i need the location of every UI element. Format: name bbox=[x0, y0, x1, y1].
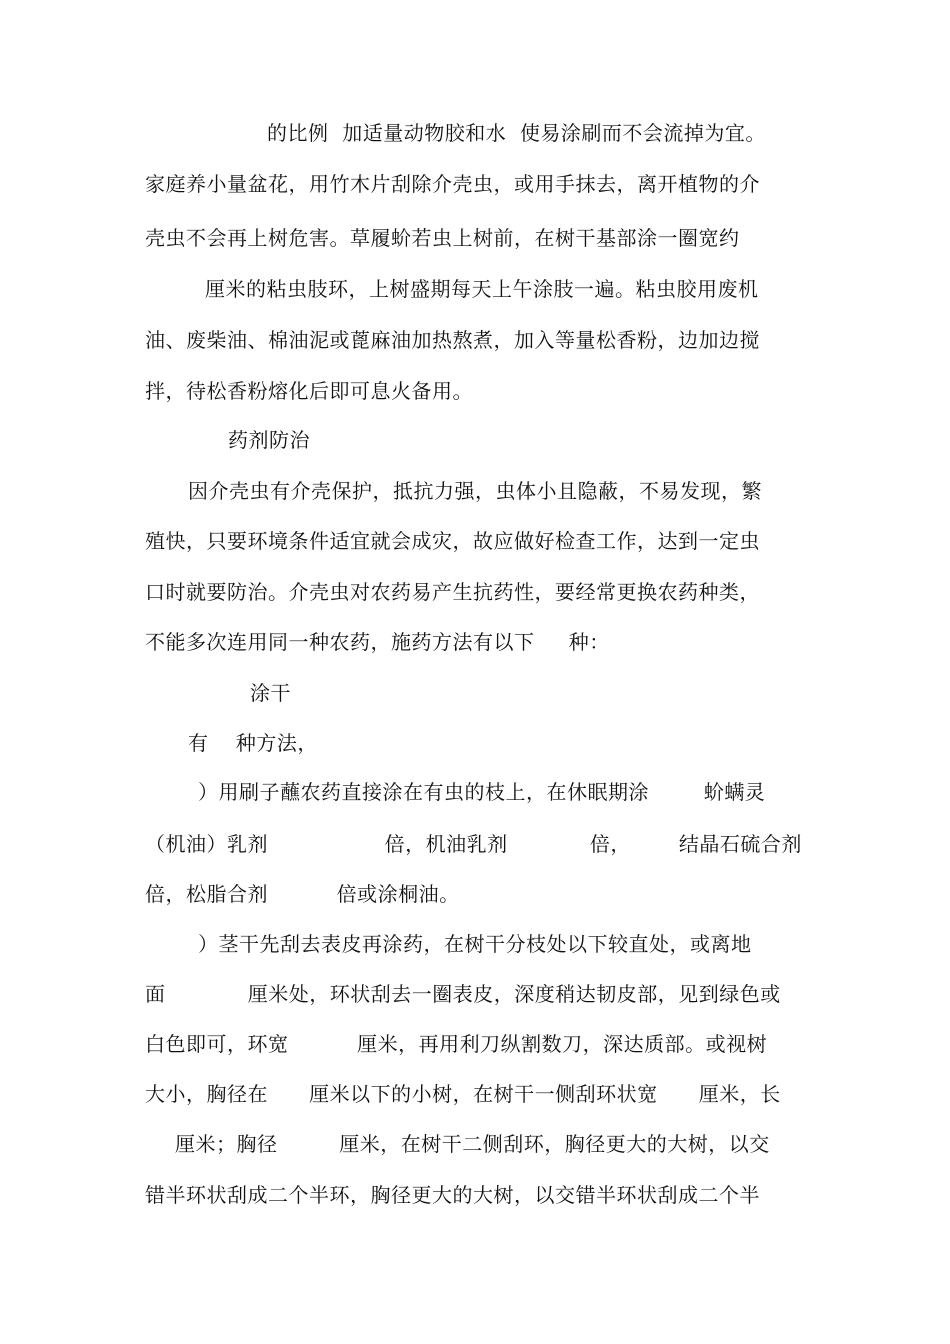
text-line: 殖快，只要环境条件适宜就会成灾，故应做好检查工作，达到一定虫 bbox=[145, 529, 760, 553]
text-line: ）茎干先刮去表皮再涂药，在树干分枝处以下较直处，或离地 bbox=[198, 932, 752, 956]
text-line: 错半环状刮成二个半环，胸径更大的大树，以交错半环状刮成二个半 bbox=[145, 1183, 760, 1207]
text-line: ）用刷子蘸农药直接涂在有虫的枝上，在休眠期涂 蚧螨灵 bbox=[198, 780, 766, 804]
text-line: 家庭养小量盆花，用竹木片刮除介壳虫，或用手抹去，离开植物的介 bbox=[145, 172, 760, 196]
text-line: 厘米；胸径 厘米，在树干二侧刮环，胸径更大的大树，以交 bbox=[175, 1132, 770, 1156]
text-line: 白色即可，环宽 厘米，再用利刀纵割数刀，深达质部。或视树 bbox=[145, 1032, 768, 1056]
text-line: 有 种方法， bbox=[188, 731, 318, 755]
text-line: 不能多次连用同一种农药，施药方法有以下 种： bbox=[145, 630, 610, 654]
text-line: 厘米的粘虫肢环，上树盛期每天上午涂肢一遍。粘虫胶用废机 bbox=[205, 277, 759, 301]
text-line: （机油）乳剂 倍，机油乳剂 倍， 结晶石硫合剂 bbox=[145, 832, 802, 856]
text-line: 大小，胸径在 厘米以下的小树，在树干一侧刮环状宽 厘米，长 bbox=[145, 1082, 781, 1106]
text-line: 的比例 加适量动物胶和水 使易涂刷而不会流掉为宜。 bbox=[267, 121, 766, 145]
text-line: 油、废柴油、棉油泥或蓖麻油加热熬煮，加入等量松香粉，边加边搅 bbox=[145, 328, 760, 352]
text-line: 拌，待松香粉熔化后即可息火备用。 bbox=[145, 379, 473, 403]
text-line: 口时就要防治。介壳虫对农药易产生抗药性，要经常更换农药种类， bbox=[145, 580, 760, 604]
text-line: 倍，松脂合剂 倍或涂桐油。 bbox=[145, 882, 460, 906]
text-line: 面 厘米处，环状刮去一圈表皮，深度稍达韧皮部，见到绿色或 bbox=[145, 982, 781, 1006]
text-line: 因介壳虫有介壳保护，抵抗力强，虫体小且隐蔽，不易发现，繁 bbox=[188, 479, 762, 503]
section-heading: 药剂防治 bbox=[228, 428, 310, 452]
section-heading: 涂干 bbox=[250, 681, 291, 705]
text-line: 壳虫不会再上树危害。草履蚧若虫上树前，在树干基部涂一圈宽约 bbox=[145, 226, 740, 250]
